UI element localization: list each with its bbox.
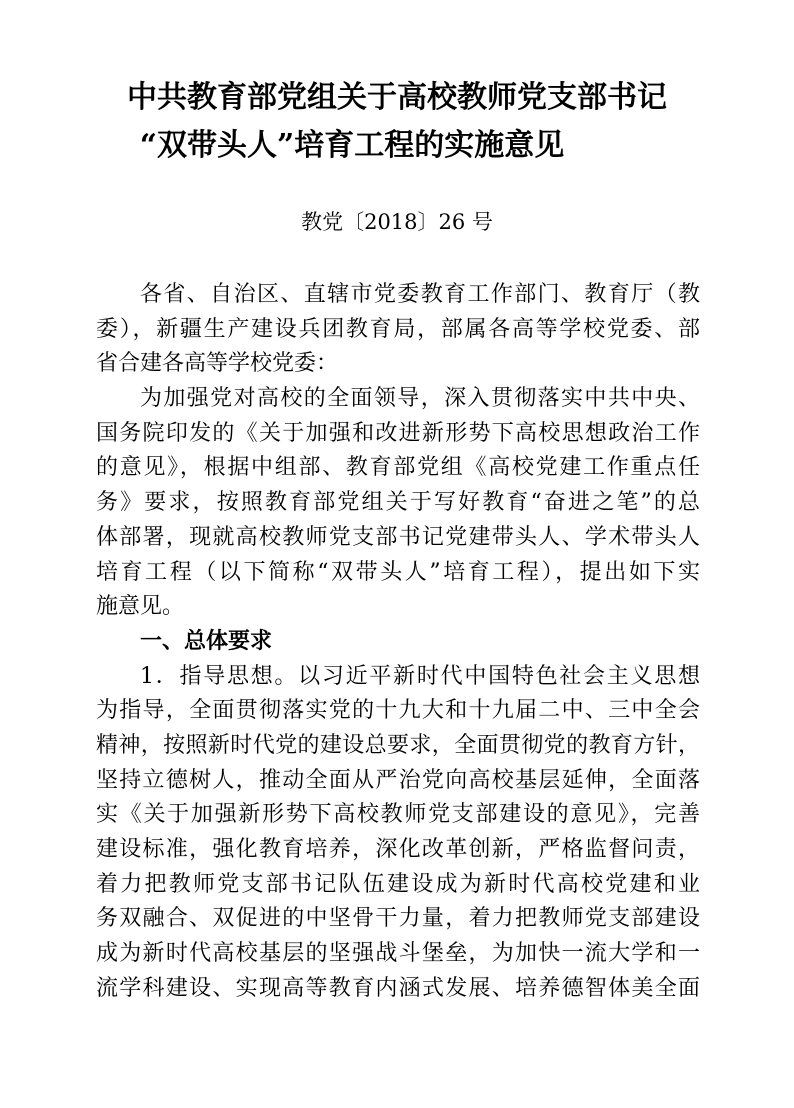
document-title: [0, 74, 794, 170]
salutation-line: 省合建各高等学校党委：: [96, 351, 339, 377]
document-body: [96, 278, 700, 1006]
intro-line: 务》要求，按照教育部党组关于写好教育“奋进之笔”的总: [96, 490, 700, 516]
body-line: 务双融合、双促进的中坚骨干力量，着力把教师党支部建设: [96, 906, 700, 932]
intro-line: 培育工程（以下简称“双带头人”培育工程），提出如下实: [96, 559, 700, 585]
body-line: 精神，按照新时代党的建设总要求，全面贯彻党的教育方针，: [96, 732, 700, 758]
salutation-line: 委），新疆生产建设兵团教育局，部属各高等学校党委、部: [96, 316, 700, 342]
body-line: 为指导，全面贯彻落实党的十九大和十九届二中、三中全会: [96, 698, 700, 724]
document-title-line-1: 中共教育部党组关于高校教师党支部书记: [127, 80, 667, 115]
intro-line: 施意见。: [96, 594, 185, 620]
body-line: 坚持立德树人，推动全面从严治党向高校基层延伸，全面落: [96, 767, 700, 793]
body-line: 实《关于加强新形势下高校教师党支部建设的意见》，完善: [96, 802, 700, 828]
section-heading: 一、总体要求: [140, 628, 273, 654]
intro-line: 体部署，现就高校教师党支部书记党建带头人、学术带头人: [96, 524, 700, 550]
body-line: 着力把教师党支部书记队伍建设成为新时代高校党建和业: [96, 871, 700, 897]
document-number: 教党〔2018〕26 号: [301, 210, 493, 234]
body-line: 成为新时代高校基层的坚强战斗堡垒，为加快一流大学和一: [96, 941, 700, 967]
body-line: 流学科建设、实现高等教育内涵式发展、培养德智体美全面: [96, 975, 700, 1001]
document-title-line-2: “双带头人”培育工程的实施意见: [139, 128, 565, 163]
intro-line: 为加强党对高校的全面领导，深入贯彻落实中共中央、: [140, 386, 700, 412]
intro-line: 国务院印发的《关于加强和改进新形势下高校思想政治工作: [96, 420, 700, 446]
body-line: 建设标准，强化教育培养，深化改革创新，严格监督问责，: [96, 837, 700, 862]
salutation-line: 各省、自治区、直辖市党委教育工作部门、教育厅（教: [140, 282, 700, 307]
body-line: 1．指导思想。以习近平新时代中国特色社会主义思想: [140, 663, 700, 689]
intro-line: 的意见》，根据中组部、教育部党组《高校党建工作重点任: [96, 455, 700, 481]
